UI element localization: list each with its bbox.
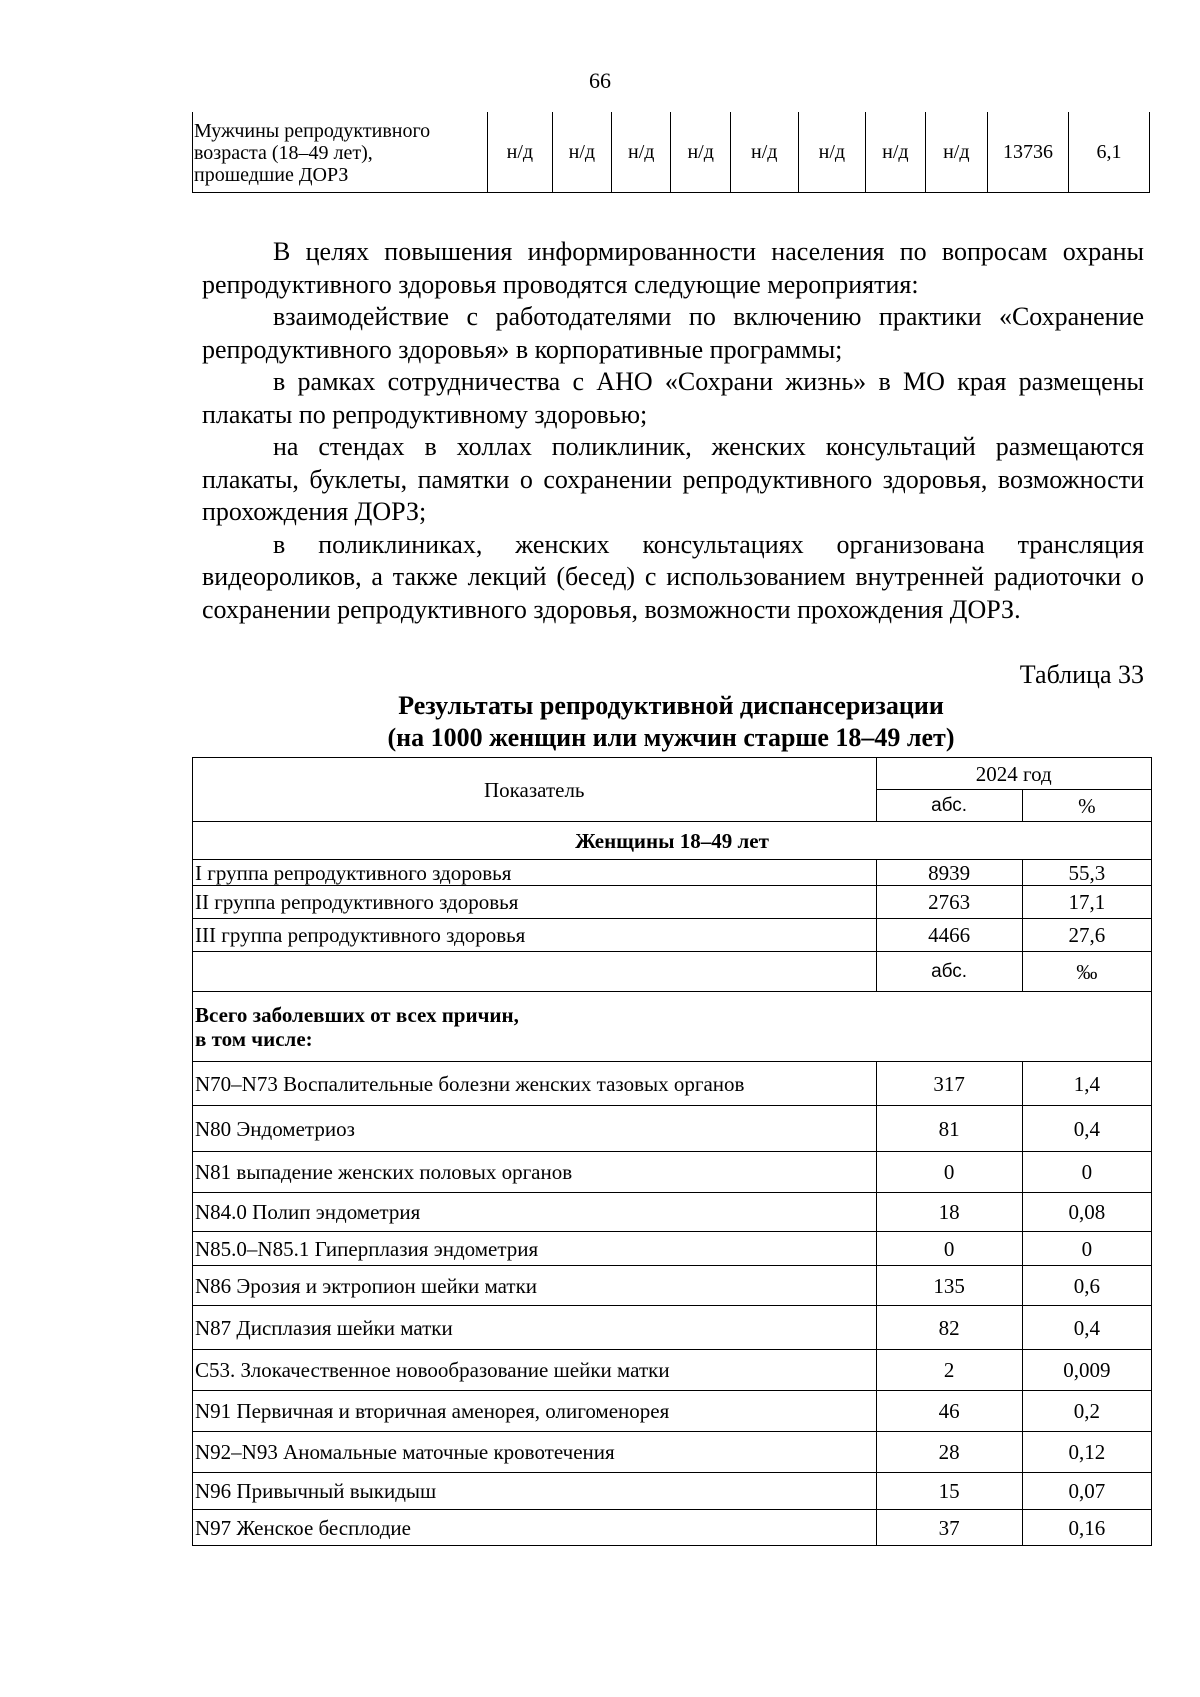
row-value: 27,6 (1022, 919, 1151, 952)
row-abs: 0 (876, 1232, 1022, 1266)
row-label: N85.0–N85.1 Гиперплазия эндометрия (193, 1232, 877, 1266)
table-row (193, 1306, 1152, 1350)
total-label-line: Всего заболевших от всех причин, (195, 1002, 519, 1027)
table-row (193, 1350, 1152, 1391)
paragraph: в поликлиниках, женских консультациях организована трансляция видеороликов, а также лекций (бесед) с использованием внутренней радиоточки о сохранении репродуктивного здоровья, возможности прохождения ДОРЗ. (202, 529, 1144, 624)
row-label-line: Мужчины репродуктивного (194, 119, 431, 142)
row-label: N97 Женское бесплодие (193, 1510, 877, 1546)
header-row (193, 758, 1152, 790)
table-cell: н/д (730, 112, 798, 192)
row-value: 17,1 (1022, 886, 1151, 919)
results-table (192, 757, 1152, 1546)
row-abs: 28 (876, 1432, 1022, 1473)
row-label: N96 Привычный выкидыш (193, 1473, 877, 1510)
table-number: Таблица 33 (1019, 660, 1144, 689)
row-value: 0,12 (1022, 1432, 1151, 1473)
table-row (193, 1232, 1152, 1266)
section-row (193, 822, 1152, 860)
row-label (193, 112, 488, 192)
row-abs: 2763 (876, 886, 1022, 919)
table-row (193, 1062, 1152, 1106)
row-value: 0,08 (1022, 1193, 1151, 1232)
row-value: 0,2 (1022, 1391, 1151, 1432)
table-row (193, 919, 1152, 952)
total-label-line: в том числе: (195, 1026, 313, 1051)
row-abs: 317 (876, 1062, 1022, 1106)
table-cell: н/д (552, 112, 611, 192)
table-row (193, 1193, 1152, 1232)
row-label: N84.0 Полип эндометрия (193, 1193, 877, 1232)
row-abs: 46 (876, 1391, 1022, 1432)
row-abs: 81 (876, 1106, 1022, 1152)
header-year: 2024 год (876, 758, 1152, 790)
row-abs: 2 (876, 1350, 1022, 1391)
table-row (193, 1473, 1152, 1510)
row-abs: 8939 (876, 860, 1022, 886)
total-row (193, 992, 1152, 1062)
row-label: N86 Эрозия и эктропион шейки матки (193, 1266, 877, 1306)
table-cell: н/д (866, 112, 925, 192)
row-abs: 4466 (876, 919, 1022, 952)
empty-cell (193, 952, 877, 992)
row-value: 1,4 (1022, 1062, 1151, 1106)
paragraph: в рамках сотрудничества с АНО «Сохрани жизнь» в МО края размещены плакаты по репродуктивному здоровью; (202, 367, 1144, 429)
row-abs: 18 (876, 1193, 1022, 1232)
row-abs: 0 (876, 1152, 1022, 1193)
table-cell: н/д (488, 112, 553, 192)
row-value: 55,3 (1022, 860, 1151, 886)
row-label: III группа репродуктивного здоровья (193, 919, 877, 952)
row-abs: 37 (876, 1510, 1022, 1546)
row-value: 0,6 (1022, 1266, 1151, 1306)
table-title-line: (на 1000 женщин или мужчин старше 18–49 лет) (387, 723, 955, 752)
row-label: N80 Эндометриоз (193, 1106, 877, 1152)
row-label: N92–N93 Аномальные маточные кровотечения (193, 1432, 877, 1473)
continuation-table (192, 112, 1150, 193)
table-title (192, 690, 1150, 754)
body-text (202, 236, 1144, 626)
row-value: 0,4 (1022, 1306, 1151, 1350)
table-row (193, 1106, 1152, 1152)
header-abs: абс. (876, 790, 1022, 822)
table-row (193, 112, 1150, 192)
table-row (193, 886, 1152, 919)
subheader-row (193, 952, 1152, 992)
table-cell: 6,1 (1069, 112, 1150, 192)
row-abs: 82 (876, 1306, 1022, 1350)
row-value: 0,4 (1022, 1106, 1151, 1152)
header-indicator: Показатель (193, 758, 877, 822)
table-row (193, 1432, 1152, 1473)
table-title-line: Результаты репродуктивной диспансеризации (398, 691, 944, 720)
subheader-abs: абс. (876, 952, 1022, 992)
table-cell: н/д (925, 112, 988, 192)
section-women: Женщины 18–49 лет (193, 822, 1152, 860)
row-value: 0 (1022, 1232, 1151, 1266)
table-cell: н/д (612, 112, 671, 192)
row-abs: 135 (876, 1266, 1022, 1306)
table-cell: н/д (671, 112, 730, 192)
row-label: C53. Злокачественное новообразование шейки матки (193, 1350, 877, 1391)
row-label: N91 Первичная и вторичная аменорея, олигоменорея (193, 1391, 877, 1432)
table-row (193, 1510, 1152, 1546)
table-row (193, 1391, 1152, 1432)
row-label: II группа репродуктивного здоровья (193, 886, 877, 919)
total-label (193, 992, 1152, 1062)
paragraph: взаимодействие с работодателями по включению практики «Сохранение репродуктивного здоровья» в корпоративные программы; (202, 302, 1144, 364)
header-percent: % (1022, 790, 1151, 822)
table-row (193, 1266, 1152, 1306)
paragraph: В целях повышения информированности населения по вопросам охраны репродуктивного здоровья проводятся следующие мероприятия: (202, 237, 1144, 299)
subheader-permille: ‰ (1022, 952, 1151, 992)
table-cell: 13736 (988, 112, 1069, 192)
row-value: 0 (1022, 1152, 1151, 1193)
row-label: I группа репродуктивного здоровья (193, 860, 877, 886)
row-label-line: возраста (18–49 лет), (194, 141, 373, 164)
row-label: N87 Дисплазия шейки матки (193, 1306, 877, 1350)
row-value: 0,009 (1022, 1350, 1151, 1391)
row-label: N70–N73 Воспалительные болезни женских тазовых органов (193, 1062, 877, 1106)
table-row (193, 860, 1152, 886)
row-label: N81 выпадение женских половых органов (193, 1152, 877, 1193)
row-value: 0,16 (1022, 1510, 1151, 1546)
row-abs: 15 (876, 1473, 1022, 1510)
table-cell: н/д (798, 112, 866, 192)
paragraph: на стендах в холлах поликлиник, женских консультаций размещаются плакаты, буклеты, памятки о сохранении репродуктивного здоровья, возможности прохождения ДОРЗ; (202, 432, 1144, 526)
row-label-line: прошедшие ДОРЗ (194, 163, 349, 186)
page-number: 66 (589, 68, 611, 93)
row-value: 0,07 (1022, 1473, 1151, 1510)
table-row (193, 1152, 1152, 1193)
